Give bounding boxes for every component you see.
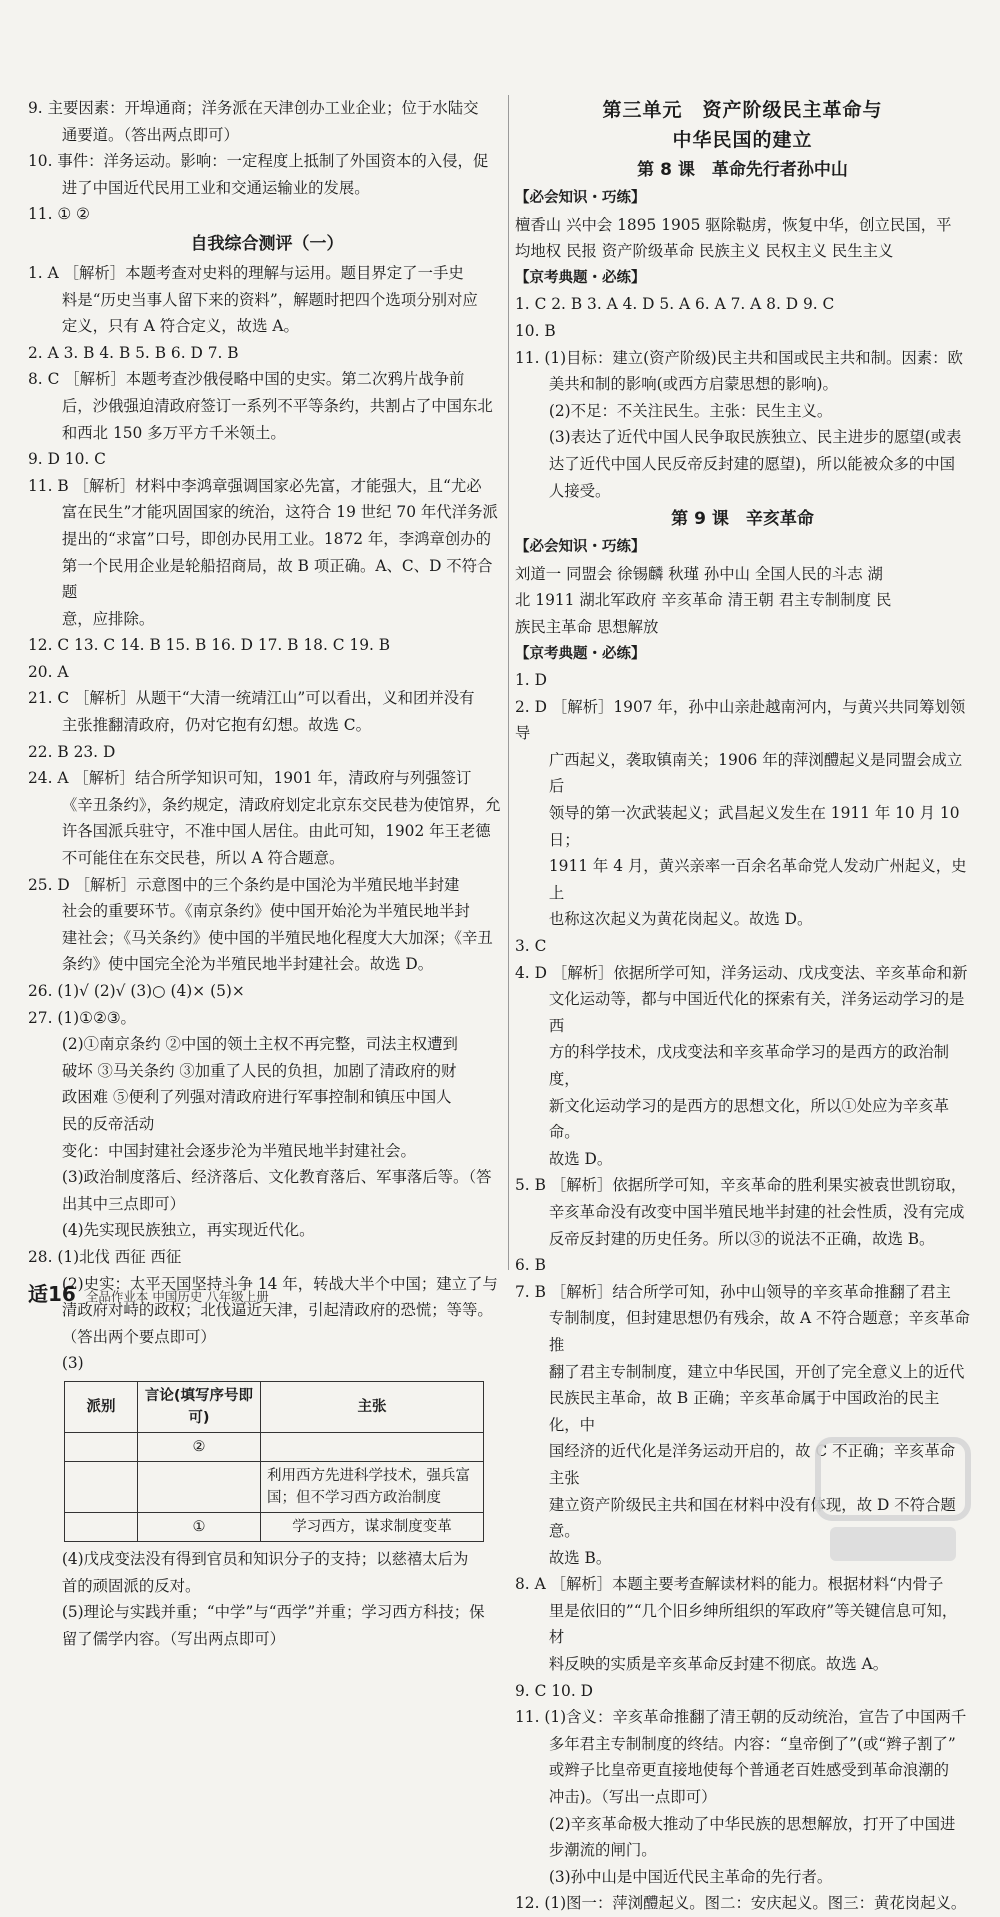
text-line: 美共和制的影响(或西方启蒙思想的影响)。 (548, 375, 838, 394)
text-line: 3. C (515, 937, 547, 956)
text-line: 建立资产阶级民主共和国在材料中没有体现，故 D 不符合题意。 (548, 1495, 956, 1541)
text-line: 1. C 2. B 3. A 4. D 5. A 6. A 7. A 8. D 9. C (515, 295, 835, 314)
page-footer (28, 1278, 269, 1307)
text-line: 9. 主要因素：开埠通商；洋务派在天津创办工业企业；位于水陆交 (28, 99, 479, 117)
book-title: 全品作业本 中国历史 八年级上册 (85, 1289, 269, 1304)
text-line: 清政府对峙的政权；北伐逼近天津，引起清政府的恐慌；等等。 (61, 1301, 493, 1320)
text-line: 里是依旧的”“几个旧乡绅所组织的军政府”等关键信息可知，材 (548, 1601, 958, 1647)
text-line: 提出的“求富”口号，即创办民用工业。1872 年，李鸿章创办的 (61, 529, 492, 548)
text-line: 民的反帝活动 (61, 1114, 155, 1133)
unit-title: 第三单元 资产阶级民主革命与 (602, 99, 883, 121)
table-cell (261, 1432, 484, 1461)
table-row (65, 1461, 484, 1512)
text-line: (2)①南京条约 ②中国的领土主权不再完整，司法主权遭到 (61, 1035, 458, 1054)
text-line: 变化：中国封建社会逐步沦为半殖民地半封建社会。 (61, 1141, 416, 1160)
text-line: 留了儒学内容。（写出两点即可） (61, 1629, 286, 1648)
text-line: 故选 D。 (548, 1149, 613, 1168)
text-line: 8. C ［解析］本题考查沙俄侵略中国的史实。第二次鸦片战争前 (28, 370, 465, 389)
column-divider (508, 95, 509, 1270)
text-line: 2. D ［解析］1907 年，孙中山亲赴越南河内，与黄兴共同筹划领导 (515, 697, 966, 743)
table-cell: ① (138, 1512, 261, 1541)
answer-table (64, 1381, 484, 1542)
text-line: 6. B (515, 1256, 546, 1275)
text-line: 均地权 民报 资产阶级革命 民族主义 民权主义 民生主义 (515, 242, 894, 261)
text-line: 刘道一 同盟会 徐锡麟 秋瑾 孙中山 全国人民的斗志 湖 (515, 564, 883, 583)
text-line: 1. A ［解析］本题考查对史料的理解与运用。题目界定了一手史 (28, 263, 464, 282)
text-line: 条约》使中国完全沦为半殖民地半封建社会。故选 D。 (61, 955, 434, 974)
section-heading-knowledge: 【必会知识・巧练】 (515, 539, 646, 556)
text-line: 5. B ［解析］依据所学可知，辛亥革命的胜利果实被袁世凯窃取， (515, 1176, 967, 1195)
text-line: 料是“历史当事人留下来的资料”，解题时把四个选项分别对应 (61, 290, 478, 309)
text-line: (3)政治制度落后、经济落后、文化教育落后、军事落后等。（答 (61, 1168, 492, 1187)
page-number: 适16 (28, 1282, 76, 1306)
text-line: (2)不足：不关注民生。主张：民生主义。 (548, 401, 833, 420)
text-line: (4)先实现民族独立，再实现近代化。 (61, 1221, 315, 1240)
text-line: (2)辛亥革命极大推动了中华民族的思想解放，打开了中国进 (548, 1814, 956, 1833)
text-line: 料反映的实质是辛亥革命反封建不彻底。故选 A。 (548, 1655, 889, 1674)
text-line: 7. B ［解析］结合所学可知，孙中山领导的辛亥革命推翻了君主 (515, 1282, 951, 1301)
text-line: 后，沙俄强迫清政府签订一系列不平等条约，共割占了中国东北 (61, 396, 493, 415)
table-row (65, 1432, 484, 1461)
text-line: 定义，只有 A 符合定义，故选 A。 (61, 317, 299, 336)
text-line: 24. A ［解析］结合所学知识可知，1901 年，清政府与列强签订 (28, 769, 472, 788)
text-line: 2. A 3. B 4. B 5. B 6. D 7. B (28, 343, 239, 362)
text-line: 广西起义，袭取镇南关；1906 年的萍浏醴起义是同盟会成立后 (548, 750, 963, 796)
lesson-8-exam (515, 291, 970, 504)
lesson-8-title: 第 8 课 革命先行者孙中山 (637, 160, 848, 180)
watermark-logo (808, 1432, 978, 1572)
text-line: 专制制度，但封建思想仍有残余，故 A 不符合题意；辛亥革命推 (548, 1309, 970, 1354)
text-line: 进了中国近代民用工业和交通运输业的发展。 (61, 178, 370, 197)
text-line: 也称这次起义为黄花岗起义。故选 D。 (548, 910, 813, 929)
text-line: 或辫子比皇帝更直接地使每个普通老百姓感受到革命浪潮的 (548, 1761, 950, 1780)
text-line: 27. (1)①②③。 (28, 1008, 136, 1027)
text-line: 富在民生”才能巩固国家的统治，这符合 19 世纪 70 年代洋务派 (61, 503, 498, 522)
section-heading-knowledge: 【必会知识・巧练】 (515, 190, 646, 206)
lesson-9-knowledge (515, 561, 970, 641)
text-line: 文化运动等，都与中国近代化的探索有关，洋务运动学习的是西 (548, 990, 965, 1035)
text-line: 10. 事件：洋务运动。影响：一定程度上抵制了外国资本的入侵，促 (28, 152, 489, 171)
text-line: 达了近代中国人民反帝反封建的愿望)，所以能被众多的中国 (548, 454, 956, 473)
text-line: 通要道。（答出两点即可） (61, 125, 239, 144)
text-line: 新文化运动学习的是西方的思想文化，所以①处应为辛亥革命。 (548, 1096, 950, 1142)
text-line: 20. A (28, 662, 69, 681)
text-line: (3)孙中山是中国近代民主革命的先行者。 (548, 1867, 833, 1886)
text-line: 9. C 10. D (515, 1681, 593, 1700)
text-line: (2)史实：太平天国坚持斗争 14 年，转战大半个中国；建立了与 (61, 1274, 498, 1293)
text-line: 25. D ［解析］示意图中的三个条约是中国沦为半殖民地半封建 (28, 875, 460, 894)
text-line: 和西北 150 多万平方千米领土。 (61, 423, 286, 442)
text-line: 建社会；《马关条约》使中国的半殖民地化程度大大加深；《辛丑 (61, 928, 493, 947)
text-line: 反帝反封建的历史任务。所以③的说法不正确，故选 B。 (548, 1229, 935, 1248)
text-line: 主张推翻清政府，仍对它抱有幻想。故选 C。 (61, 716, 371, 735)
left-column (28, 95, 506, 1652)
text-line: 国经济的近代化是洋务运动开启的，故 C 不正确；辛亥革命主张 (548, 1442, 956, 1487)
table-row (65, 1512, 484, 1541)
text-line: 北 1911 湖北军政府 辛亥革命 清王朝 君主专制制度 民 (515, 591, 892, 610)
text-line: 12. (1)图一：萍浏醴起义。图二：安庆起义。图三：黄花岗起义。 (515, 1894, 967, 1913)
test-answers (28, 260, 506, 1377)
lesson-9-exam (515, 667, 970, 1917)
table-cell: 利用西方先进科学技术，强兵富国；但不学习西方政治制度 (261, 1461, 484, 1512)
text-line: (3)表达了近代中国人民争取民族独立、民主进步的愿望(或表 (548, 428, 962, 447)
text-line: 1911 年 4 月，黄兴亲率一百余名革命党人发动广州起义，史上 (548, 857, 967, 902)
text-line: 22. B 23. D (28, 742, 116, 761)
text-line: 不可能住在东交民巷，所以 A 符合题意。 (61, 849, 345, 868)
text-line: 政困难 ⑤便利了列强对清政府进行军事控制和镇压中国人 (61, 1088, 452, 1107)
text-line: 翻了君主专制制度，建立中华民国，开创了完全意义上的近代 (548, 1362, 965, 1381)
text-line: 11. (1)目标：建立(资产阶级)民主共和国或民主共和制。因素：欧 (515, 348, 963, 367)
section-heading-exam: 【京考典题・必练】 (515, 645, 646, 662)
text-line: 首的顽固派的反对。 (61, 1576, 201, 1595)
text-line: (5)理论与实践并重；“中学”与“西学”并重；学习西方科技；保 (61, 1603, 485, 1622)
text-line: 族民主革命 思想解放 (515, 617, 659, 636)
text-line: 《辛丑条约》，条约规定，清政府划定北京东交民巷为使馆界，允 (61, 795, 501, 814)
text-line: 10. B (515, 321, 556, 340)
lesson-9-title: 第 9 课 辛亥革命 (671, 509, 814, 530)
text-line: 意，应排除。 (61, 609, 155, 628)
text-line: 民族民主革命，故 B 正确；辛亥革命属于中国政治的民主化，中 (548, 1389, 940, 1434)
right-column (515, 95, 970, 1917)
text-line: 辛亥革命没有改变中国半殖民地半封建的社会性质，没有完成 (548, 1202, 965, 1221)
text-line: 方的科学技术，戊戌变法和辛亥革命学习的是西方的政治制度， (548, 1043, 950, 1088)
text-line: 11. B ［解析］材料中李鸿章强调国家必先富，才能强大，且“尤必 (28, 476, 482, 495)
unit-title-line-2: 中华民国的建立 (672, 129, 813, 151)
text-line: 檀香山 兴中会 1895 1905 驱除鞑虏，恢复中华，创立民国，平 (515, 215, 952, 234)
table-cell: 学习西方，谋求制度变革 (261, 1512, 484, 1541)
text-line: 9. D 10. C (28, 450, 106, 469)
text-line: 冲击)。（写出一点即可） (548, 1788, 717, 1807)
text-line: （答出两个要点即可） (61, 1327, 216, 1346)
text-line: 11. ① ② (28, 205, 90, 224)
text-line: 第一个民用企业是轮船招商局，故 B 项正确。A、C、D 不符合题 (61, 556, 493, 602)
text-line: 11. (1)含义：辛亥革命推翻了清王朝的反动统治，宣告了中国两千 (515, 1708, 967, 1727)
lesson-8-knowledge (515, 212, 970, 265)
text-line: 步潮流的闸门。 (548, 1841, 657, 1860)
text-line: 26. (1)√ (2)√ (3)○ (4)× (5)× (28, 982, 245, 1000)
answer-lines-top (28, 95, 506, 228)
text-line: 多年君主专制制度的终结。内容：“皇帝倒了”(或“辫子割了” (548, 1734, 956, 1753)
text-line: 出其中三点即可） (61, 1194, 186, 1213)
section-heading-exam: 【京考典题・必练】 (515, 269, 646, 286)
test-title: 自我综合测评（一） (190, 233, 344, 254)
text-line: 人接受。 (548, 481, 611, 500)
text-line: 8. A ［解析］本题主要考查解读材料的能力。根据材料“内骨子 (515, 1575, 944, 1594)
table-cell (65, 1512, 138, 1541)
text-line: 社会的重要环节。《南京条约》使中国开始沦为半殖民地半封 (61, 902, 470, 921)
text-line: 1. D (515, 671, 547, 690)
table-cell (138, 1461, 261, 1512)
text-line: (3) (61, 1354, 84, 1373)
answers-after-table (28, 1546, 506, 1652)
text-line: 28. (1)北伐 西征 西征 (28, 1247, 182, 1266)
text-line: 领导的第一次武装起义；武昌起义发生在 1911 年 10 月 10 日； (548, 804, 960, 849)
table-header: 主张 (261, 1381, 484, 1432)
table-cell (65, 1432, 138, 1461)
table-header: 言论(填写序号即可) (138, 1381, 261, 1432)
text-line: 故选 B。 (548, 1548, 612, 1567)
text-line: 破坏 ③马关条约 ③加重了人民的负担，加剧了清政府的财 (61, 1061, 457, 1080)
text-line: 21. C ［解析］从题干“大清一统靖江山”可以看出，义和团并没有 (28, 689, 475, 708)
text-line: (4)戊戌变法没有得到官员和知识分子的支持；以慈禧太后为 (61, 1549, 469, 1568)
text-line: 4. D ［解析］依据所学可知，洋务运动、戊戌变法、辛亥革命和新 (515, 963, 968, 982)
table-cell: ② (138, 1432, 261, 1461)
text-line: 许各国派兵驻守，不准中国人居住。由此可知，1902 年王老德 (61, 822, 491, 841)
text-line: 12. C 13. C 14. B 15. B 16. D 17. B 18. C 19. B (28, 636, 391, 655)
table-header: 派别 (65, 1381, 138, 1432)
table-cell (65, 1461, 138, 1512)
